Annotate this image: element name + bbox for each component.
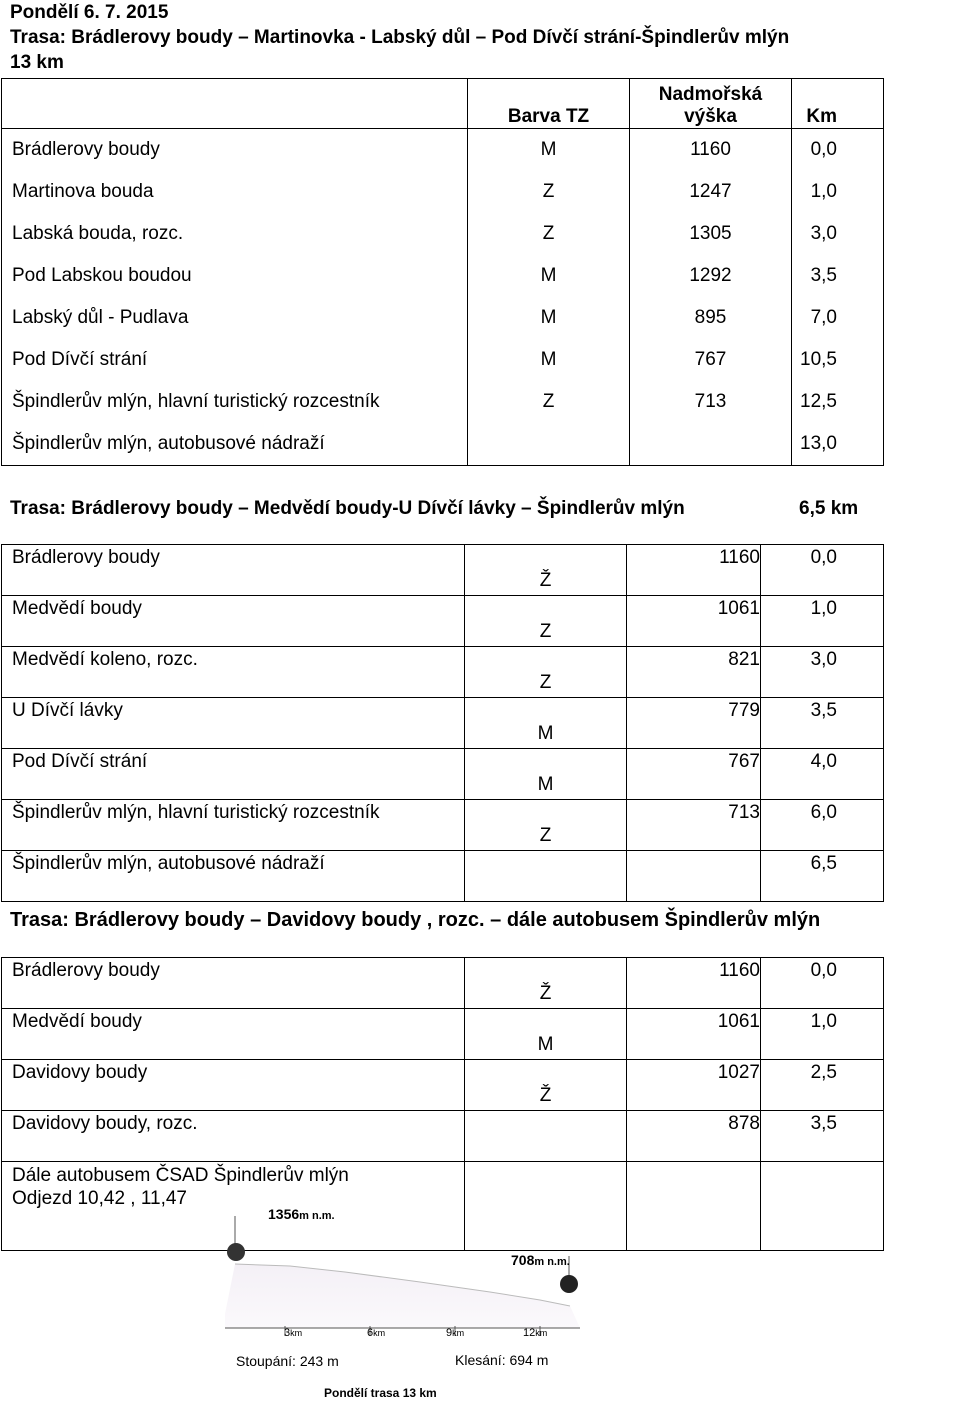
table-row bbox=[2, 1009, 884, 1060]
table-row bbox=[2, 647, 884, 698]
end-altitude: 708 bbox=[511, 1252, 535, 1268]
altitude: 1160 bbox=[627, 545, 761, 596]
km-mark-value: 12 bbox=[523, 1327, 536, 1339]
km-mark-value: 3 bbox=[284, 1327, 291, 1339]
altitude bbox=[630, 423, 792, 466]
waypoint-name: Brádlerovy boudy bbox=[2, 545, 465, 596]
distance: 3,0 bbox=[761, 647, 884, 698]
distance: 0,0 bbox=[761, 545, 884, 596]
empty-cell bbox=[627, 1162, 761, 1251]
page-date: Pondělí 6. 7. 2015 bbox=[10, 2, 169, 23]
header-color: Barva TZ bbox=[468, 79, 630, 129]
waypoint-name: Labská bouda, rozc. bbox=[2, 213, 468, 255]
waypoint-name: Davidovy boudy bbox=[2, 1060, 465, 1111]
altitude bbox=[627, 851, 761, 902]
table-row bbox=[2, 749, 884, 800]
km-mark-9 bbox=[446, 1327, 464, 1339]
distance: 1,0 bbox=[761, 1009, 884, 1060]
altitude: 713 bbox=[627, 800, 761, 851]
distance: 1,0 bbox=[792, 171, 884, 213]
km-mark-value: 9 bbox=[446, 1327, 453, 1339]
trail-color: Ž bbox=[539, 983, 552, 1004]
header-altitude: Nadmořská výška bbox=[630, 79, 792, 129]
trail-color: Z bbox=[468, 381, 630, 423]
altitude: 767 bbox=[627, 749, 761, 800]
trail-color: Z bbox=[468, 213, 630, 255]
km-mark-unit: km bbox=[290, 1328, 303, 1338]
distance: 4,0 bbox=[761, 749, 884, 800]
table-row bbox=[2, 129, 884, 172]
distance: 6,5 bbox=[761, 851, 884, 902]
waypoint-name: Labský důl - Pudlava bbox=[2, 297, 468, 339]
descent-label: Klesání: 694 m bbox=[455, 1352, 549, 1368]
altitude: 1160 bbox=[630, 129, 792, 172]
trail-color-cell bbox=[465, 749, 627, 800]
altitude: 1292 bbox=[630, 255, 792, 297]
distance: 12,5 bbox=[792, 381, 884, 423]
table-row bbox=[2, 800, 884, 851]
altitude: 1305 bbox=[630, 213, 792, 255]
km-mark-3 bbox=[284, 1327, 302, 1339]
waypoint-name: Špindlerův mlýn, autobusové nádraží bbox=[2, 423, 468, 466]
waypoint-name: Medvědí koleno, rozc. bbox=[2, 647, 465, 698]
km-mark-6 bbox=[367, 1327, 385, 1339]
trail-color-cell bbox=[465, 545, 627, 596]
altitude: 1247 bbox=[630, 171, 792, 213]
trail-color-cell bbox=[465, 800, 627, 851]
distance: 1,0 bbox=[761, 596, 884, 647]
header-empty bbox=[2, 79, 468, 129]
trail-color: Z bbox=[468, 171, 630, 213]
bus-line: Dále autobusem ČSAD Špindlerův mlýn bbox=[12, 1165, 349, 1186]
bus-departure: Odjezd 10,42 , 11,47 bbox=[12, 1188, 187, 1209]
altitude: 821 bbox=[627, 647, 761, 698]
elevation-profile-graphic bbox=[170, 1196, 610, 1416]
trail-color: Ž bbox=[539, 570, 552, 591]
table-row bbox=[2, 1060, 884, 1111]
route1-length: 13 km bbox=[10, 52, 64, 73]
trail-color: M bbox=[537, 774, 554, 795]
waypoint-name: Brádlerovy boudy bbox=[2, 129, 468, 172]
distance: 13,0 bbox=[792, 423, 884, 466]
altitude: 895 bbox=[630, 297, 792, 339]
end-label bbox=[511, 1252, 570, 1268]
trail-color: Z bbox=[539, 825, 552, 846]
table-row bbox=[2, 339, 884, 381]
route1-table bbox=[1, 78, 884, 466]
table-row bbox=[2, 545, 884, 596]
trail-color: Ž bbox=[539, 1085, 552, 1106]
altitude: 713 bbox=[630, 381, 792, 423]
end-point-icon bbox=[560, 1275, 578, 1293]
table-row bbox=[2, 297, 884, 339]
trail-color: M bbox=[468, 297, 630, 339]
table-row bbox=[2, 1111, 884, 1162]
trail-color-cell bbox=[465, 851, 627, 902]
distance: 3,5 bbox=[761, 1111, 884, 1162]
km-mark-unit: km bbox=[452, 1328, 465, 1338]
end-unit: m n.m. bbox=[534, 1256, 570, 1268]
elevation-profile bbox=[170, 1196, 610, 1416]
route1-title: Trasa: Brádlerovy boudy – Martinovka - Labský důl – Pod Dívčí strání-Špindlerův mlýn bbox=[10, 27, 790, 48]
profile-caption: Pondělí trasa 13 km bbox=[324, 1386, 437, 1400]
waypoint-name: Davidovy boudy, rozc. bbox=[2, 1111, 465, 1162]
table-row bbox=[2, 255, 884, 297]
distance: 3,0 bbox=[792, 213, 884, 255]
table-row bbox=[2, 423, 884, 466]
altitude: 767 bbox=[630, 339, 792, 381]
trail-color-cell bbox=[465, 698, 627, 749]
trail-color: M bbox=[537, 723, 554, 744]
waypoint-name: Pod Labskou boudou bbox=[2, 255, 468, 297]
trail-color-cell bbox=[465, 958, 627, 1009]
waypoint-name: Pod Dívčí strání bbox=[2, 749, 465, 800]
altitude: 1027 bbox=[627, 1060, 761, 1111]
trail-color bbox=[468, 423, 630, 466]
ascent-label: Stoupání: 243 m bbox=[236, 1353, 339, 1369]
trail-color: M bbox=[537, 1034, 554, 1055]
waypoint-name: Medvědí boudy bbox=[2, 1009, 465, 1060]
waypoint-name: Martinova bouda bbox=[2, 171, 468, 213]
table-row bbox=[2, 213, 884, 255]
elevation-area bbox=[225, 1264, 580, 1328]
table-header-row bbox=[2, 79, 884, 129]
route3-title: Trasa: Brádlerovy boudy – Davidovy boudy , rozc. – dále autobusem Špindlerův mlýn bbox=[10, 909, 821, 931]
trail-color-cell bbox=[465, 647, 627, 698]
km-mark-12 bbox=[523, 1327, 547, 1339]
waypoint-name: Špindlerův mlýn, autobusové nádraží bbox=[2, 851, 465, 902]
distance: 3,5 bbox=[761, 698, 884, 749]
waypoint-name: Medvědí boudy bbox=[2, 596, 465, 647]
waypoint-name: Špindlerův mlýn, hlavní turistický rozcestník bbox=[2, 800, 465, 851]
route2-length: 6,5 km bbox=[799, 498, 859, 519]
km-mark-value: 6 bbox=[367, 1327, 374, 1339]
altitude: 779 bbox=[627, 698, 761, 749]
trail-color-cell bbox=[465, 1060, 627, 1111]
waypoint-name: Špindlerův mlýn, hlavní turistický rozcestník bbox=[2, 381, 468, 423]
summit-label bbox=[268, 1206, 335, 1222]
route2-table bbox=[1, 544, 884, 902]
distance: 10,5 bbox=[792, 339, 884, 381]
altitude: 1061 bbox=[627, 596, 761, 647]
trail-color: M bbox=[468, 255, 630, 297]
empty-cell bbox=[761, 1162, 884, 1251]
start-point-icon bbox=[227, 1243, 245, 1261]
trail-color: Z bbox=[539, 621, 552, 642]
summit-unit: m n.m. bbox=[299, 1210, 335, 1222]
altitude: 1061 bbox=[627, 1009, 761, 1060]
distance: 0,0 bbox=[792, 129, 884, 172]
table-row bbox=[2, 381, 884, 423]
km-mark-unit: km bbox=[535, 1328, 548, 1338]
waypoint-name: Brádlerovy boudy bbox=[2, 958, 465, 1009]
distance: 3,5 bbox=[792, 255, 884, 297]
km-mark-unit: km bbox=[373, 1328, 386, 1338]
trail-color-cell bbox=[465, 1009, 627, 1060]
table-row bbox=[2, 958, 884, 1009]
route2-title: Trasa: Brádlerovy boudy – Medvědí boudy-U Dívčí lávky – Špindlerův mlýn bbox=[10, 498, 685, 519]
altitude: 878 bbox=[627, 1111, 761, 1162]
summit-altitude: 1356 bbox=[268, 1206, 300, 1222]
table-row bbox=[2, 596, 884, 647]
distance: 2,5 bbox=[761, 1060, 884, 1111]
header-km: Km bbox=[792, 79, 884, 129]
table-row bbox=[2, 171, 884, 213]
distance: 7,0 bbox=[792, 297, 884, 339]
trail-color: Z bbox=[539, 672, 552, 693]
trail-color: M bbox=[468, 129, 630, 172]
table-row bbox=[2, 851, 884, 902]
waypoint-name: Pod Dívčí strání bbox=[2, 339, 468, 381]
distance: 0,0 bbox=[761, 958, 884, 1009]
waypoint-name: U Dívčí lávky bbox=[2, 698, 465, 749]
trail-color-cell bbox=[465, 596, 627, 647]
trail-color-cell bbox=[465, 1111, 627, 1162]
table-row bbox=[2, 698, 884, 749]
distance: 6,0 bbox=[761, 800, 884, 851]
trail-color: M bbox=[468, 339, 630, 381]
altitude: 1160 bbox=[627, 958, 761, 1009]
